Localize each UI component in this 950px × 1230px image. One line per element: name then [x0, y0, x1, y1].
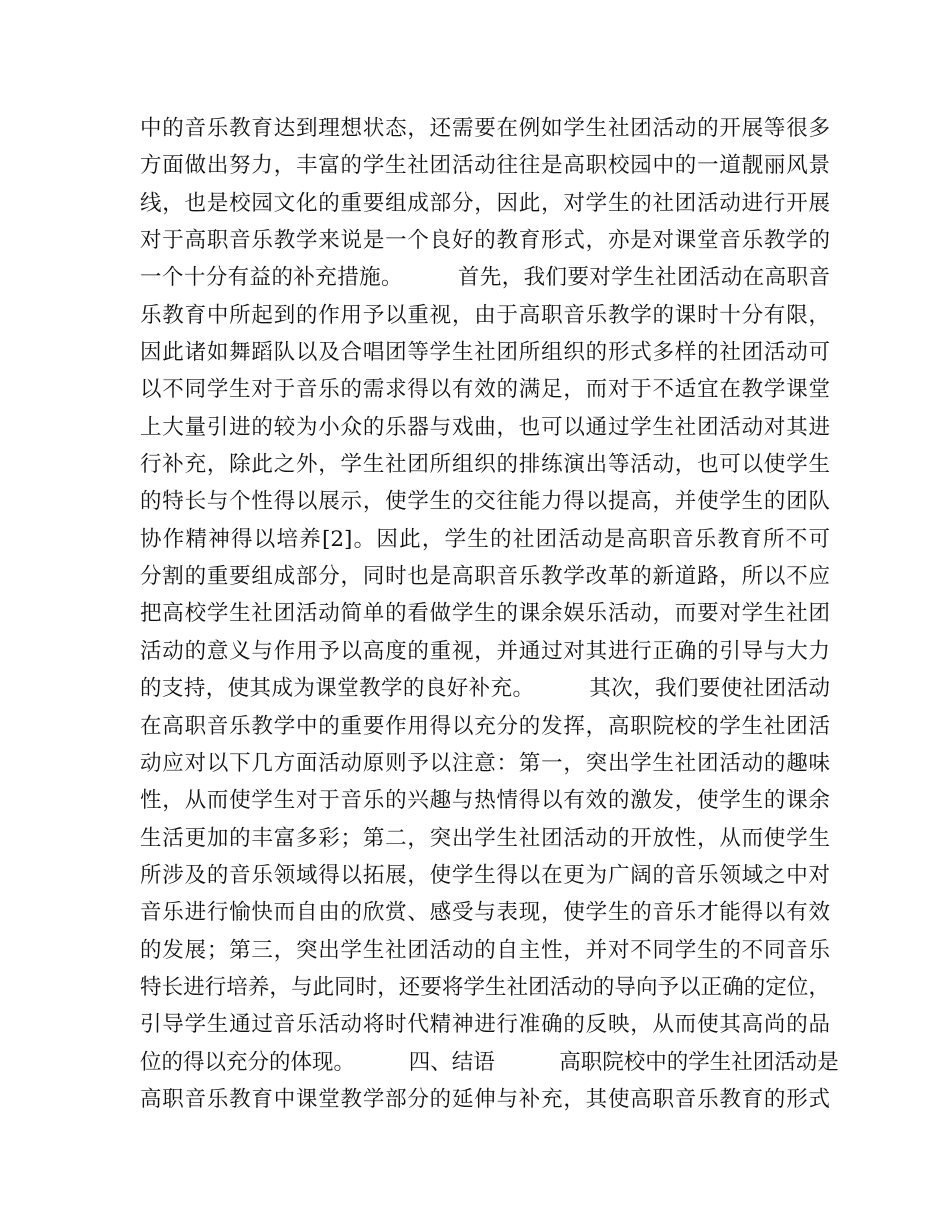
- text-line: 位的得以充分的体现。 四、结语 高职院校中的学生社团活动是: [140, 1049, 839, 1075]
- text-line: 高职音乐教育中课堂教学部分的延伸与补充，其使高职音乐教育的形式: [140, 1086, 830, 1112]
- text-line: 的发展；第三，突出学生社团活动的自主性，并对不同学生的不同音乐: [140, 937, 830, 963]
- text-line: 把高校学生社团活动简单的看做学生的课余娱乐活动，而要对学生社团: [140, 601, 830, 627]
- text-line: 音乐进行愉快而自由的欣赏、感受与表现，使学生的音乐才能得以有效: [140, 900, 830, 926]
- text-line: 因此诸如舞蹈队以及合唱团等学生社团所组织的形式多样的社团活动可: [140, 340, 830, 366]
- text-line: 线，也是校园文化的重要组成部分，因此，对学生的社团活动进行开展: [140, 190, 830, 216]
- text-line: 引导学生通过音乐活动将时代精神进行准确的反映，从而使其高尚的品: [140, 1012, 830, 1038]
- text-line: 方面做出努力，丰富的学生社团活动往往是高职校园中的一道靓丽风景: [140, 153, 830, 179]
- text-line: 的特长与个性得以展示，使学生的交往能力得以提高，并使学生的团队: [140, 489, 830, 515]
- text-line: 特长进行培养，与此同时，还要将学生社团活动的导向予以正确的定位，: [140, 974, 830, 1000]
- text-line: 上大量引进的较为小众的乐器与戏曲，也可以通过学生社团活动对其进: [140, 414, 830, 440]
- text-line: 在高职音乐教学中的重要作用得以充分的发挥，高职院校的学生社团活: [140, 713, 830, 739]
- text-line: 的支持，使其成为课堂教学的良好补充。 其次，我们要使社团活动: [140, 676, 830, 702]
- text-line: 协作精神得以培养[2]。因此，学生的社团活动是高职音乐教育所不可: [140, 526, 830, 552]
- text-line: 生活更加的丰富多彩；第二，突出学生社团活动的开放性，从而使学生: [140, 825, 830, 851]
- text-line: 动应对以下几方面活动原则予以注意：第一，突出学生社团活动的趣味: [140, 750, 830, 776]
- text-line: 中的音乐教育达到理想状态，还需要在例如学生社团活动的开展等很多: [140, 116, 830, 141]
- text-line: 活动的意义与作用予以高度的重视，并通过对其进行正确的引导与大力: [140, 638, 830, 664]
- text-line: 性，从而使学生对于音乐的兴趣与热情得以有效的激发，使学生的课余: [140, 788, 830, 814]
- text-line: 乐教育中所起到的作用予以重视，由于高职音乐教学的课时十分有限，: [140, 302, 830, 328]
- text-line: 所涉及的音乐领域得以拓展，使学生得以在更为广阔的音乐领域之中对: [140, 862, 830, 888]
- text-line: 一个十分有益的补充措施。 首先，我们要对学生社团活动在高职音: [140, 265, 830, 291]
- text-line: 行补充，除此之外，学生社团所组织的排练演出等活动，也可以使学生: [140, 452, 830, 478]
- text-line: 分割的重要组成部分，同时也是高职音乐教学改革的新道路，所以不应: [140, 564, 830, 590]
- body-text: [140, 110, 839, 1118]
- text-line: 对于高职音乐教学来说是一个良好的教育形式，亦是对课堂音乐教学的: [140, 228, 830, 254]
- text-line: 以不同学生对于音乐的需求得以有效的满足，而对于不适宜在教学课堂: [140, 377, 830, 403]
